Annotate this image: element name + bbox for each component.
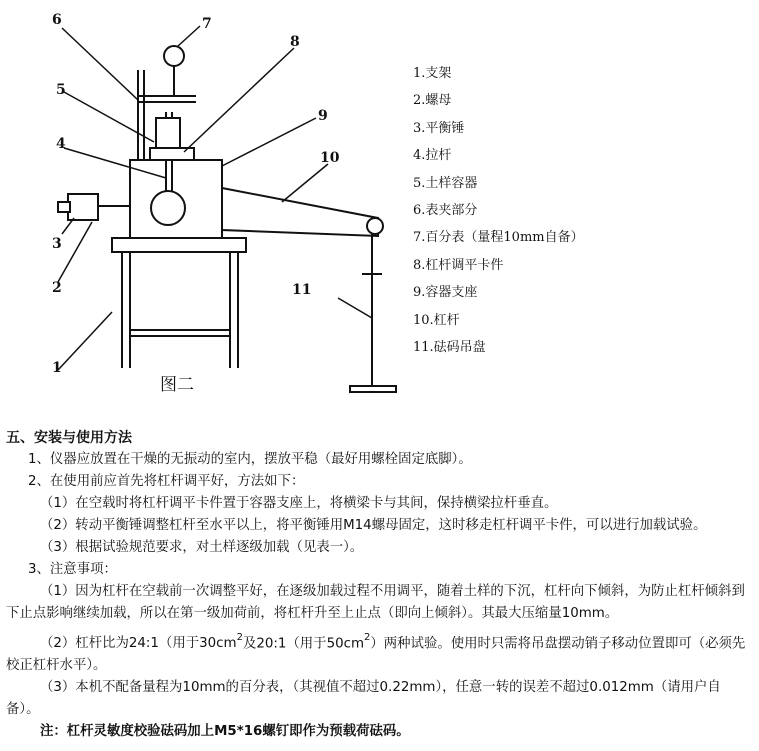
instruction-item-3-2: （2）杠杆比为24:1（用于$30cm^2$及20:1（用于$50cm^2$）两种试验。使用时只需将吊盘摆动销子移动位置即可（必须先校正杠杆水平）。: [6, 632, 746, 674]
instruction-item-2: 2、在使用前应首先将杠杆调平好，方法如下：: [28, 474, 305, 489]
legend-item: 8.杠杆调平卡件: [413, 257, 504, 273]
dial-gauge: [164, 46, 184, 66]
instruction-item-3-1: [6, 581, 754, 625]
lever-end-pin: [367, 218, 383, 234]
legend-item: 1.支架: [413, 66, 452, 81]
lever-arm: [222, 188, 378, 236]
label-7: 7: [202, 16, 212, 32]
legend-item: 6.表夹部分: [413, 203, 478, 219]
legend-item: 10.杠杆: [413, 312, 460, 328]
counterweight: [68, 194, 98, 220]
legend-item: 11.砝码吊盘: [413, 340, 486, 356]
label-5: 5: [56, 82, 66, 98]
legend-item: 4.拉杆: [413, 148, 452, 164]
parts-legend: [413, 60, 584, 361]
label-3: 3: [52, 236, 62, 252]
label-9: 9: [318, 108, 328, 124]
instruction-item-3-1-text: （1）因为杠杆在空载前一次调整平好，在逐级加载过程不用调平，随着土样的下沉，杠杆向下倾斜，为防止杠杆倾斜到下止点影响继续加载，所以在第一级加荷前，将杠杆升至上止点（即向上倾斜）。其最大压缩量10mm。: [6, 584, 745, 621]
stand-top: [112, 238, 246, 252]
legend-item: 3.平衡锤: [413, 120, 465, 136]
figure-caption: 图二: [160, 375, 194, 395]
footnote: 注：杠杆灵敏度校验砝码加上M5*16螺钉即作为预载荷砝码。: [40, 724, 410, 740]
label-2: 2: [52, 280, 62, 296]
label-11: 11: [292, 282, 312, 298]
label-8: 8: [290, 34, 300, 50]
legend-item: 7.百分表（量程10mm自备）: [413, 230, 584, 246]
instruction-item-3: 3、注意事项：: [28, 562, 117, 577]
instruction-item-2-2-text: （2）转动平衡锤调整杠杆至水平以上，将平衡锤用M14螺母固定，这时移走杠杆调平卡件，可以进行加载试验。: [40, 518, 707, 533]
section-heading: 五、安装与使用方法: [6, 430, 132, 446]
label-10: 10: [320, 150, 340, 166]
instructions-section: [6, 427, 754, 743]
instruction-item-2-1: （1）在空载时将杠杆调平卡件置于容器支座上，将横梁卡与其间，保持横梁拉杆垂直。: [40, 496, 558, 511]
soil-container: [151, 191, 185, 225]
legend-item: 5.土样容器: [413, 175, 478, 191]
instruction-item-1: 1、仪器应放置在干燥的无振动的室内，摆放平稳（最好用螺栓固定底脚）。: [28, 452, 472, 467]
label-4: 4: [56, 136, 66, 152]
instruction-item-3-3: （3）本机不配备量程为10mm的百分表，（其视值不超过0.22mm），任意一转的误差不超过0.012mm（请用户自备）。: [6, 680, 721, 718]
legend-item: 9.容器支座: [413, 285, 478, 301]
instruction-item-2-3: （3）根据试验规范要求，对土样逐级加载（见表一）。: [40, 540, 364, 555]
leveling-clip: [156, 118, 180, 152]
legend-item: 2.螺母: [413, 93, 452, 109]
weight-pan: [350, 386, 396, 392]
label-6: 6: [52, 12, 62, 28]
instruction-item-2-2: [6, 515, 754, 537]
label-1: 1: [52, 360, 62, 376]
